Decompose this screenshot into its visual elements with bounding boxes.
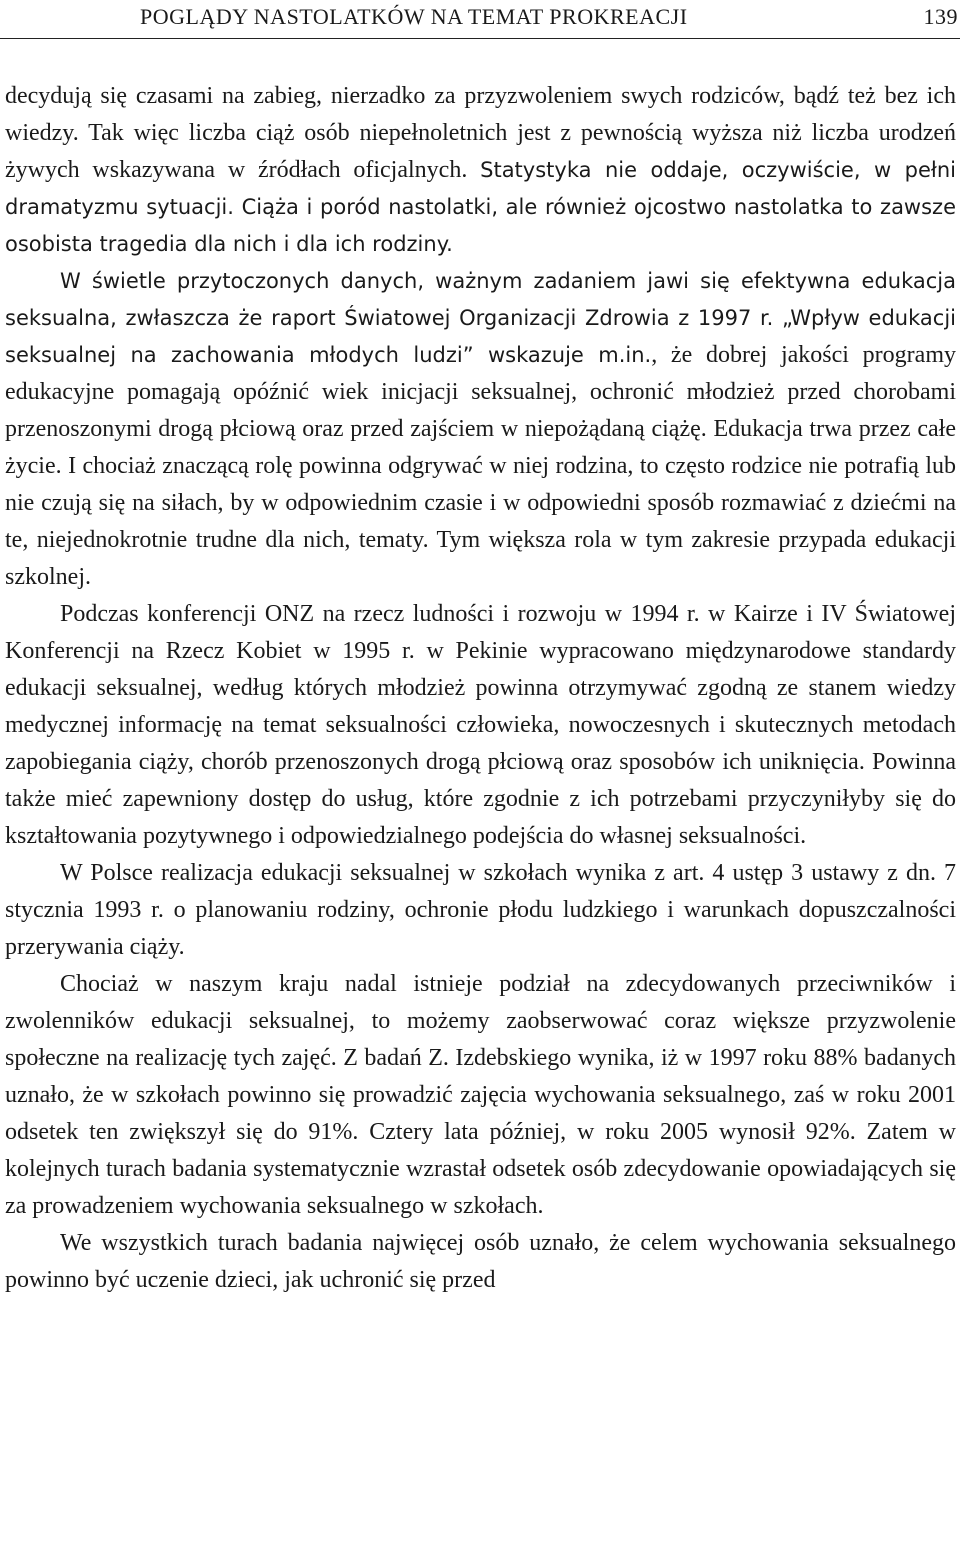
paragraph-serif-part: , że dobrej jakości programy edukacyjne pomagają opóźnić wiek inicjacji seksualnej, ochronić młodzież przed chorobami przenoszonymi drogą płciową oraz przed zajściem w niepożądaną ciążę. Edukacja trwa przez całe życie. I chociaż znaczącą rolę powinna odgrywać w niej rodzina, to często rodzice nie potrafią lub nie czują się na siłach, by w odpowiednim czasie i w odpowiedni sposób rozmawiać z dziećmi na te, niejednokrotnie trudne dla nich, tematy. Tym większa rola w tym zakresie przypada edukacji szkolnej. — [5, 342, 956, 590]
paragraph-poland-law: W Polsce realizacja edukacji seksualnej w szkołach wynika z art. 4 ustęp 3 ustawy z dn. 7 stycznia 1993 r. o planowaniu rodziny, ochronie płodu ludzkiego i warunkach dopuszczalności przerywania ciąży. — [5, 860, 956, 960]
paragraph-onz-conference: Podczas konferencji ONZ na rzecz ludności i rozwoju w 1994 r. w Kairze i IV Światowej Konferencji na Rzecz Kobiet w 1995 r. w Pekinie wypracowano międzynarodowe standardy edukacji seksualnej, według których młodzież powinna otrzymywać zgodną ze stanem wiedzy medycznej informację na temat seksualności człowieka, nowoczesnych i skutecznych metodach zapobiegania ciąży, chorób przenoszonych drogą płciową oraz sposobów ich uniknięcia. Powinna także mieć zapewniony dostęp do usług, które zgodnie z ich potrzebami przyczyniłyby się do kształtowania pozytywnego i odpowiedzialnego podejścia do własnej seksualności. — [5, 601, 956, 849]
paragraph-serif-part: decydują się czasami na zabieg, nierzadko za przyzwoleniem swych rodziców, bądź też bez ich wiedzy. Tak więc liczba ciąż osób niepełnoletnich jest z pewnością wyższa niż liczba urodzeń żywych wskazywana w źródłach oficjalnych. — [5, 83, 956, 183]
running-header — [0, 0, 960, 39]
body-text — [5, 78, 956, 1299]
paragraph-continuation — [5, 78, 956, 263]
running-title: POGLĄDY NASTOLATKÓW NA TEMAT PROKREACJI — [140, 4, 688, 29]
paragraph-sans-part: W świetle przytoczonych danych, ważnym zadaniem jawi się efektywna edukacja seksualna, zwłaszcza że raport Światowej Organizacji Zdrowia z 1997 r. „Wpływ edukacji seksualnej na zachowania młodych ludzi” wskazuje m.in. — [5, 269, 956, 367]
paragraph-survey-results: Chociaż w naszym kraju nadal istnieje podział na zdecydowanych przeciwników i zwolenników edukacji seksualnej, to możemy zaobserwować coraz większe przyzwolenie społeczne na realizację tych zajęć. Z badań Z. Izdebskiego wynika, iż w 1997 roku 88% badanych uznało, że w szkołach powinno się prowadzić zajęcia wychowania seksualnego, zaś w roku 2001 odsetek ten zwiększył się do 91%. Cztery lata później, w roku 2005 wynosił 92%. Zatem w kolejnych turach badania systematycznie wzrastał odsetek osób zdecydowanie opowiadających się za prowadzeniem wychowania seksualnego w szkołach. — [5, 971, 956, 1219]
paragraph-sans-part: Statystyka nie oddaje, oczywiście, w pełni dramatyzmu sytuacji. Ciąża i poród nastolatki, ale również ojcostwo nastolatka to zawsze osobista tragedia dla nich i dla ich rodziny. — [5, 158, 956, 256]
paragraph-education-goals: We wszystkich turach badania najwięcej osób uznało, że celem wychowania seksualnego powinno być uczenie dzieci, jak uchronić się przed — [5, 1230, 956, 1293]
page-number: 139 — [923, 4, 958, 29]
paragraph-sex-education — [5, 263, 956, 596]
